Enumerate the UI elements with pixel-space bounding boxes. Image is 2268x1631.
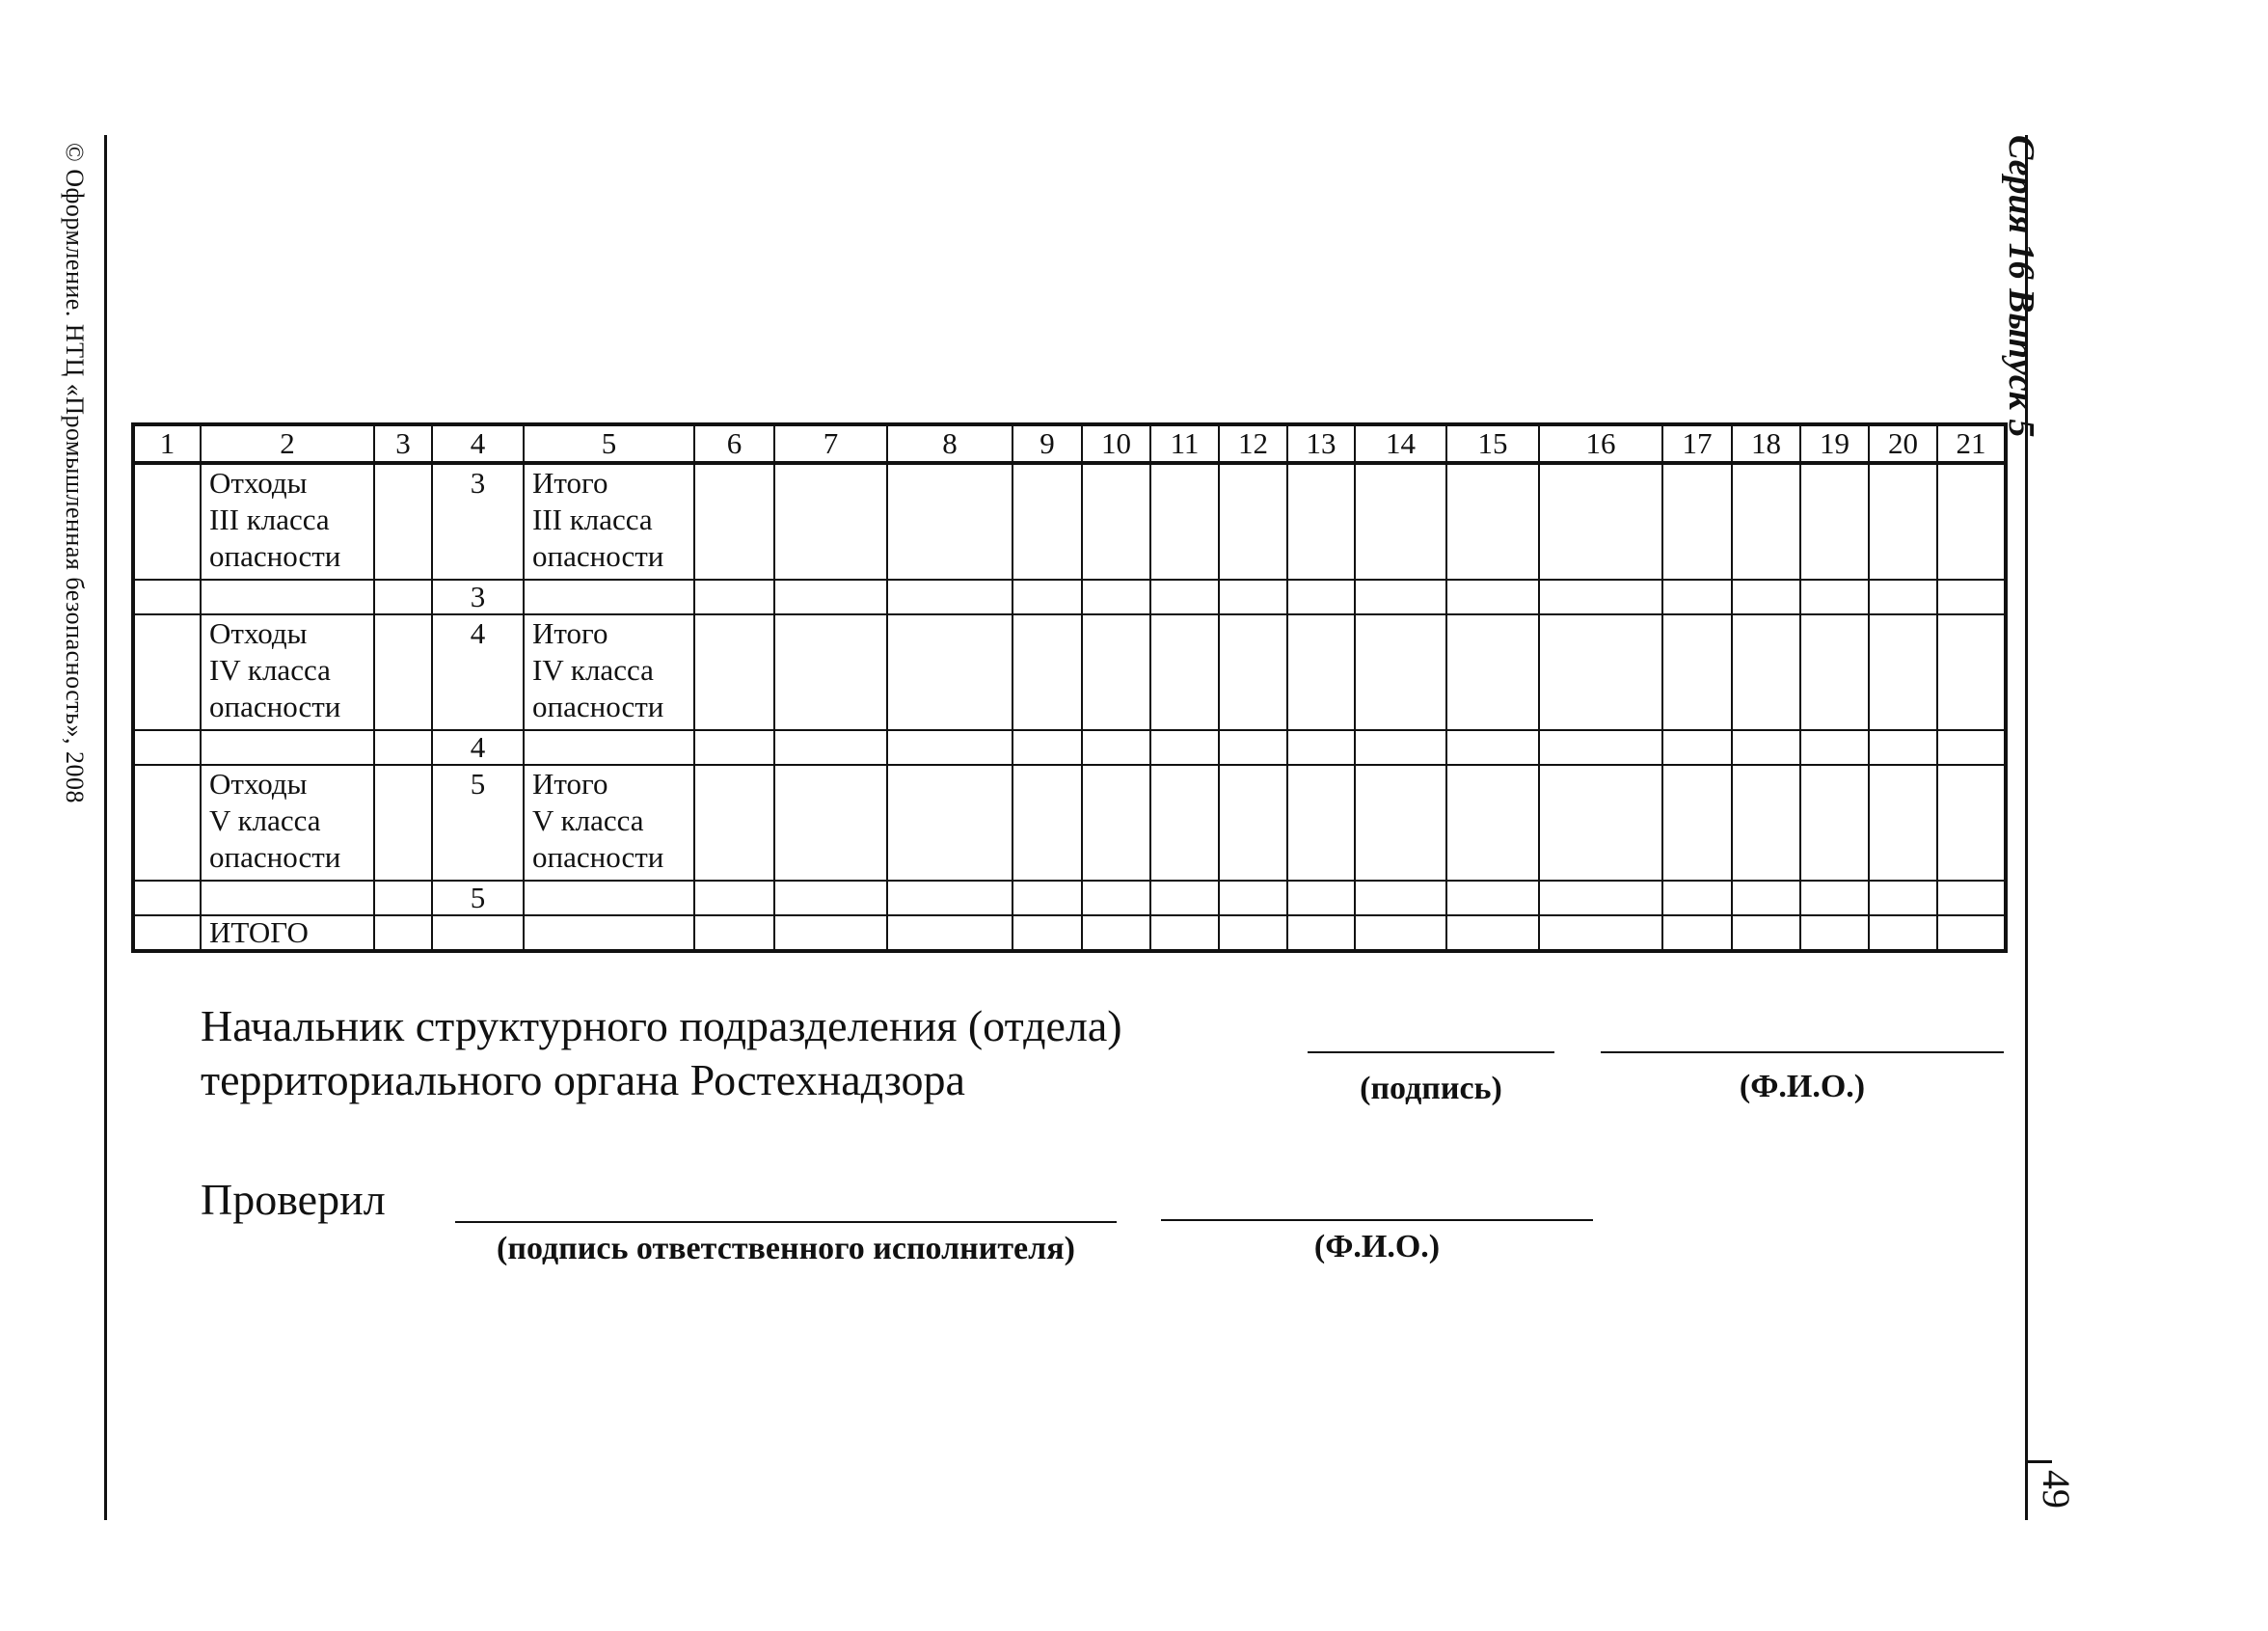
empty-cell bbox=[1287, 580, 1355, 614]
table-row bbox=[133, 614, 2006, 730]
head-name-line[interactable] bbox=[1601, 1051, 2004, 1053]
waste-class-cell: Отходы III класса опасности bbox=[201, 463, 374, 580]
table-total-row bbox=[133, 915, 2006, 951]
empty-cell bbox=[774, 580, 887, 614]
column-header-21: 21 bbox=[1937, 424, 2006, 463]
empty-cell bbox=[1150, 765, 1219, 881]
series-label: Серия 16 Выпуск 5 bbox=[2001, 135, 2041, 438]
empty-cell bbox=[1446, 765, 1539, 881]
page-number-rule bbox=[2027, 1460, 2052, 1463]
subtotal-cell bbox=[524, 580, 694, 614]
table-header-row bbox=[133, 424, 2006, 463]
column-header-1: 1 bbox=[133, 424, 201, 463]
empty-cell bbox=[1012, 614, 1082, 730]
column-header-15: 15 bbox=[1446, 424, 1539, 463]
head-signature-line[interactable] bbox=[1308, 1051, 1554, 1053]
empty-cell bbox=[1732, 580, 1800, 614]
empty-cell bbox=[1219, 765, 1287, 881]
empty-cell bbox=[1662, 463, 1732, 580]
empty-cell bbox=[1355, 881, 1446, 915]
empty-cell bbox=[1355, 463, 1446, 580]
empty-cell bbox=[1539, 463, 1662, 580]
publisher-copyright: © Оформление. НТЦ «Промышленная безопасность», 2008 bbox=[61, 143, 89, 803]
subtotal-cell: Итого III класса опасности bbox=[524, 463, 694, 580]
empty-cell bbox=[1355, 730, 1446, 765]
empty-cell bbox=[1539, 614, 1662, 730]
empty-cell bbox=[1219, 580, 1287, 614]
empty-cell bbox=[774, 463, 887, 580]
empty-cell bbox=[887, 765, 1012, 881]
column-header-9: 9 bbox=[1012, 424, 1082, 463]
empty-cell bbox=[1539, 881, 1662, 915]
empty-cell bbox=[1150, 730, 1219, 765]
hazard-class-cell: 5 bbox=[432, 765, 524, 881]
empty-cell bbox=[1012, 881, 1082, 915]
column-header-5: 5 bbox=[524, 424, 694, 463]
waste-class-cell: Отходы V класса опасности bbox=[201, 765, 374, 881]
empty-cell bbox=[1732, 765, 1800, 881]
empty-cell bbox=[1012, 730, 1082, 765]
empty-cell bbox=[133, 614, 201, 730]
empty-cell bbox=[1869, 614, 1937, 730]
empty-cell bbox=[1732, 730, 1800, 765]
empty-cell bbox=[1539, 915, 1662, 951]
empty-cell bbox=[374, 881, 432, 915]
empty-cell bbox=[133, 915, 201, 951]
empty-cell bbox=[1287, 463, 1355, 580]
empty-cell bbox=[1662, 614, 1732, 730]
empty-cell bbox=[1219, 730, 1287, 765]
empty-cell bbox=[133, 730, 201, 765]
head-title-line2: территориального органа Ростехнадзора bbox=[201, 1055, 965, 1104]
empty-cell bbox=[1869, 463, 1937, 580]
checked-name-caption: (Ф.И.О.) bbox=[1313, 1229, 1441, 1264]
left-margin-rule bbox=[104, 135, 107, 1520]
checked-name-line[interactable] bbox=[1161, 1219, 1593, 1221]
empty-cell bbox=[1219, 614, 1287, 730]
empty-cell bbox=[133, 580, 201, 614]
empty-cell bbox=[1355, 915, 1446, 951]
empty-cell bbox=[1800, 580, 1869, 614]
empty-cell bbox=[133, 765, 201, 881]
empty-cell bbox=[774, 765, 887, 881]
empty-cell bbox=[1732, 614, 1800, 730]
empty-cell bbox=[1150, 614, 1219, 730]
table-row bbox=[133, 881, 2006, 915]
empty-cell bbox=[1012, 765, 1082, 881]
waste-class-cell: Отходы IV класса опасности bbox=[201, 614, 374, 730]
empty-cell bbox=[1446, 614, 1539, 730]
empty-cell bbox=[887, 614, 1012, 730]
empty-cell bbox=[1800, 765, 1869, 881]
waste-table bbox=[131, 422, 2008, 953]
hazard-class-cell: 3 bbox=[432, 580, 524, 614]
waste-class-cell bbox=[201, 580, 374, 614]
empty-cell bbox=[1082, 881, 1150, 915]
empty-cell bbox=[1800, 915, 1869, 951]
head-title-line1: Начальник структурного подразделения (отдела) bbox=[201, 1001, 1122, 1050]
waste-class-cell bbox=[201, 730, 374, 765]
empty-cell bbox=[1937, 614, 2006, 730]
empty-cell bbox=[1012, 915, 1082, 951]
empty-cell bbox=[133, 881, 201, 915]
hazard-class-cell: 4 bbox=[432, 614, 524, 730]
hazard-class-cell: 4 bbox=[432, 730, 524, 765]
empty-cell bbox=[1662, 881, 1732, 915]
empty-cell bbox=[1082, 765, 1150, 881]
empty-cell bbox=[1012, 463, 1082, 580]
column-header-7: 7 bbox=[774, 424, 887, 463]
column-header-20: 20 bbox=[1869, 424, 1937, 463]
subtotal-cell bbox=[524, 730, 694, 765]
empty-cell bbox=[133, 463, 201, 580]
empty-cell bbox=[1869, 765, 1937, 881]
checked-signature-caption: (подпись ответственного исполнителя) bbox=[497, 1231, 1075, 1266]
empty-cell bbox=[1800, 614, 1869, 730]
empty-cell bbox=[887, 881, 1012, 915]
empty-cell bbox=[1012, 580, 1082, 614]
empty-cell bbox=[374, 730, 432, 765]
empty-cell bbox=[1219, 463, 1287, 580]
empty-cell bbox=[1937, 915, 2006, 951]
empty-cell bbox=[1446, 881, 1539, 915]
column-header-18: 18 bbox=[1732, 424, 1800, 463]
empty-cell bbox=[1937, 881, 2006, 915]
column-header-14: 14 bbox=[1355, 424, 1446, 463]
empty-cell bbox=[1446, 580, 1539, 614]
empty-cell bbox=[1800, 881, 1869, 915]
column-header-2: 2 bbox=[201, 424, 374, 463]
empty-cell bbox=[1219, 881, 1287, 915]
empty-cell bbox=[1937, 730, 2006, 765]
subtotal-cell: Итого V класса опасности bbox=[524, 765, 694, 881]
empty-cell bbox=[1662, 730, 1732, 765]
empty-cell bbox=[1662, 765, 1732, 881]
subtotal-cell: Итого IV класса опасности bbox=[524, 614, 694, 730]
head-title bbox=[201, 999, 1122, 1107]
empty-cell bbox=[1869, 881, 1937, 915]
empty-cell bbox=[887, 580, 1012, 614]
empty-cell bbox=[774, 614, 887, 730]
empty-cell bbox=[374, 463, 432, 580]
empty-cell bbox=[1937, 463, 2006, 580]
empty-cell bbox=[1287, 915, 1355, 951]
empty-cell bbox=[694, 765, 774, 881]
empty-cell bbox=[1539, 580, 1662, 614]
empty-cell bbox=[1150, 463, 1219, 580]
empty-cell bbox=[1800, 463, 1869, 580]
table-row bbox=[133, 765, 2006, 881]
empty-cell bbox=[1287, 881, 1355, 915]
waste-class-cell bbox=[201, 881, 374, 915]
empty-cell bbox=[1287, 730, 1355, 765]
empty-cell bbox=[1219, 915, 1287, 951]
waste-table-body bbox=[133, 424, 2006, 951]
column-header-19: 19 bbox=[1800, 424, 1869, 463]
empty-cell bbox=[1355, 580, 1446, 614]
empty-cell bbox=[887, 730, 1012, 765]
empty-cell bbox=[1539, 765, 1662, 881]
empty-cell bbox=[694, 730, 774, 765]
table-row bbox=[133, 463, 2006, 580]
empty-cell bbox=[1937, 580, 2006, 614]
empty-cell bbox=[374, 915, 432, 951]
empty-cell bbox=[1082, 580, 1150, 614]
empty-cell bbox=[374, 580, 432, 614]
empty-cell bbox=[1662, 915, 1732, 951]
column-header-4: 4 bbox=[432, 424, 524, 463]
head-signature-caption: (подпись) bbox=[1360, 1071, 1502, 1106]
empty-cell bbox=[1082, 614, 1150, 730]
empty-cell bbox=[374, 765, 432, 881]
empty-cell bbox=[1937, 765, 2006, 881]
empty-cell bbox=[887, 463, 1012, 580]
empty-cell bbox=[1446, 730, 1539, 765]
hazard-class-cell bbox=[432, 915, 524, 951]
empty-cell bbox=[694, 881, 774, 915]
page-number: 49 bbox=[2035, 1470, 2078, 1509]
empty-cell bbox=[774, 915, 887, 951]
empty-cell bbox=[1355, 614, 1446, 730]
column-header-16: 16 bbox=[1539, 424, 1662, 463]
head-name-caption: (Ф.И.О.) bbox=[1739, 1069, 1866, 1104]
column-header-12: 12 bbox=[1219, 424, 1287, 463]
subtotal-cell bbox=[524, 915, 694, 951]
empty-cell bbox=[1869, 915, 1937, 951]
empty-cell bbox=[887, 915, 1012, 951]
empty-cell bbox=[694, 915, 774, 951]
empty-cell bbox=[1082, 915, 1150, 951]
empty-cell bbox=[1287, 765, 1355, 881]
empty-cell bbox=[1150, 915, 1219, 951]
checked-label: Проверил bbox=[201, 1175, 386, 1224]
empty-cell bbox=[1082, 730, 1150, 765]
empty-cell bbox=[1355, 765, 1446, 881]
empty-cell bbox=[1446, 463, 1539, 580]
empty-cell bbox=[694, 614, 774, 730]
empty-cell bbox=[1082, 463, 1150, 580]
column-header-6: 6 bbox=[694, 424, 774, 463]
column-header-8: 8 bbox=[887, 424, 1012, 463]
column-header-17: 17 bbox=[1662, 424, 1732, 463]
empty-cell bbox=[1662, 580, 1732, 614]
empty-cell bbox=[694, 580, 774, 614]
waste-class-cell: ИТОГО bbox=[201, 915, 374, 951]
empty-cell bbox=[1446, 915, 1539, 951]
empty-cell bbox=[1150, 881, 1219, 915]
table-row bbox=[133, 580, 2006, 614]
empty-cell bbox=[694, 463, 774, 580]
column-header-11: 11 bbox=[1150, 424, 1219, 463]
empty-cell bbox=[1732, 881, 1800, 915]
checked-signature-line[interactable] bbox=[455, 1221, 1117, 1223]
column-header-3: 3 bbox=[374, 424, 432, 463]
empty-cell bbox=[1539, 730, 1662, 765]
empty-cell bbox=[1800, 730, 1869, 765]
hazard-class-cell: 5 bbox=[432, 881, 524, 915]
empty-cell bbox=[1287, 614, 1355, 730]
empty-cell bbox=[1869, 730, 1937, 765]
empty-cell bbox=[1869, 580, 1937, 614]
empty-cell bbox=[1732, 463, 1800, 580]
empty-cell bbox=[774, 730, 887, 765]
column-header-13: 13 bbox=[1287, 424, 1355, 463]
empty-cell bbox=[774, 881, 887, 915]
column-header-10: 10 bbox=[1082, 424, 1150, 463]
empty-cell bbox=[1150, 580, 1219, 614]
empty-cell bbox=[374, 614, 432, 730]
table-row bbox=[133, 730, 2006, 765]
subtotal-cell bbox=[524, 881, 694, 915]
empty-cell bbox=[1732, 915, 1800, 951]
hazard-class-cell: 3 bbox=[432, 463, 524, 580]
